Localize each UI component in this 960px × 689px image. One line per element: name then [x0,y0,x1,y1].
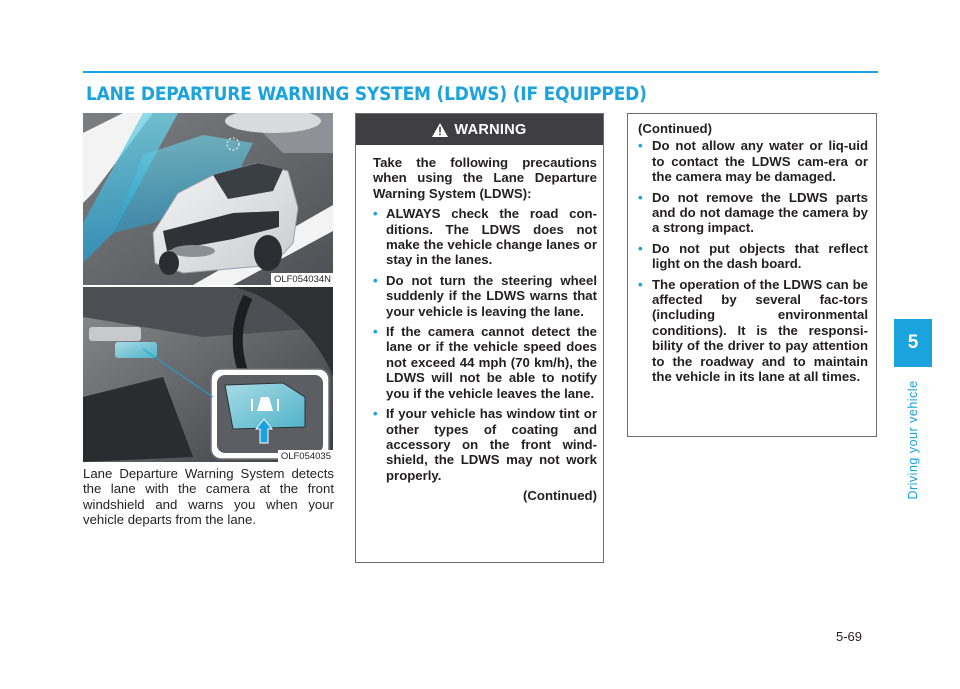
chapter-number: 5 [907,332,919,353]
list-item: • Do not allow any water or liq-uid to contact the LDWS cam-era or the camera may be damaged. [638,138,868,185]
body-caption: Lane Departure Warning System detects the lane with the camera at the front windshield and warns you when your vehicle departs from the lane. [83,466,334,527]
list-item: • Do not put objects that reflect light on the dash board. [638,240,868,272]
car-illustration [83,113,333,285]
bullet-icon: • [373,206,378,222]
dashboard-illustration [83,287,333,462]
list-item: • If the camera cannot detect the lane or if the vehicle speed does not exceed 44 mph (70 km/h), the LDWS will not be able to notify you if the vehicle leaves the lane. [373,324,597,401]
warning-intro: Take the following precautions when using the Lane Departure Warning System (LDWS): [373,155,597,201]
list-item: • ALWAYS check the road con-ditions. The LDWS does not make the vehicle change lanes or stay in the lanes. [373,206,597,268]
warning-title: WARNING [454,121,527,138]
warning-header [356,114,603,145]
list-item: • Do not remove the LDWS parts and do not damage the camera by a strong impact. [638,189,868,236]
figure-code: OLF054034N [271,273,333,285]
continued-label: (Continued) [523,488,597,504]
figure-car-camera [83,113,333,285]
bullet-icon: • [638,276,643,292]
bullet-icon: • [373,324,378,340]
figure-ldws-switch [83,287,333,462]
top-rule [83,71,878,73]
bullet-icon: • [638,138,643,154]
bullet-icon: • [373,406,378,422]
figure-code: OLF054035 [278,450,333,462]
chapter-name: Driving your vehicle [906,380,920,500]
continuation-list [638,138,868,384]
bullet-icon: • [638,240,643,256]
bullet-icon: • [373,272,378,288]
list-item: • Do not turn the steering wheel suddenly if the LDWS warns that your vehicle is leaving the lane. [373,272,597,319]
warning-list [373,206,597,483]
list-item: • The operation of the LDWS can be affected by several fac-tors (including environmental conditions). It is the responsi-bility of the driver to pay attention to the roadway and to maintain the vehicle in its lane at all times. [638,276,868,385]
continued-label: (Continued) [638,121,712,136]
warning-box [355,113,604,563]
list-item: • If your vehicle has window tint or other types of coating and accessory on the front wind-shield, the LDWS may not work properly. [373,406,597,483]
bullet-icon: • [638,189,643,205]
continuation-box [627,113,877,437]
chapter-tab [894,319,932,367]
warning-body [356,145,603,504]
continuation-body [628,114,876,385]
section-title: LANE DEPARTURE WARNING SYSTEM (LDWS) (IF EQUIPPED) [86,84,647,105]
page-number: 5-69 [836,629,863,644]
warning-triangle-icon [432,123,448,137]
